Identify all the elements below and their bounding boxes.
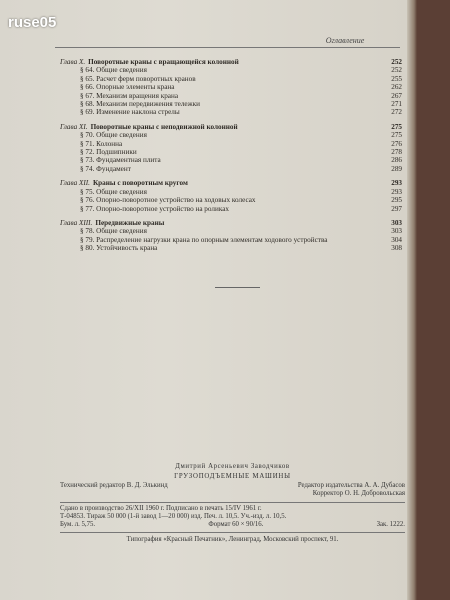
toc-page-number: 275 — [391, 131, 402, 140]
toc-section-title: § 65. Расчет ферм поворотных кранов — [80, 74, 196, 83]
toc-page-number: 275 — [391, 122, 402, 131]
toc-section-title: § 78. Общие сведения — [80, 227, 147, 236]
print-details — [60, 502, 405, 533]
toc-section-row — [60, 140, 402, 148]
corrector-row — [60, 490, 405, 498]
toc-chapter-name: Передвижные краны — [95, 218, 165, 227]
print-line-3 — [60, 521, 405, 529]
header-rule — [55, 47, 400, 48]
order-number: Зак. 1222. — [376, 521, 405, 529]
toc-page-number: 308 — [391, 244, 402, 253]
header-title: Оглавление — [325, 36, 365, 45]
toc-page-number: 252 — [391, 58, 402, 66]
toc-page-number: 293 — [391, 187, 402, 196]
toc-section-row — [60, 227, 402, 235]
toc-section-row — [60, 244, 402, 252]
toc-section-title: § 66. Опорные элементы крана — [80, 83, 175, 92]
toc-chapter-row — [60, 58, 402, 66]
print-line-2: Т-04853. Тираж 50 000 (1-й завод 1—20 000) изд. Печ. л. 10,5. Уч.-изд. л. 10,5. — [60, 513, 287, 521]
toc-section-row — [60, 196, 402, 204]
toc-section-title: § 75. Общие сведения — [80, 187, 147, 196]
toc-chapter-label: Глава XIII. — [60, 218, 93, 227]
toc-chapter-title — [60, 179, 384, 187]
toc-page-number: 262 — [391, 83, 402, 92]
toc-page-number: 286 — [391, 156, 402, 165]
tech-editor: Технический редактор В. Д. Элькинд — [60, 481, 168, 489]
author-name: Дмитрий Арсеньевич Заводчиков — [175, 463, 290, 470]
publishing-editor: Редактор издательства А. А. Дубасов — [297, 481, 405, 489]
toc-section-title: § 72. Подшипники — [80, 148, 137, 157]
toc-page-number: 297 — [391, 204, 402, 213]
toc-page-number: 276 — [391, 139, 402, 148]
toc-section-title: § 64. Общие сведения — [80, 66, 147, 75]
toc-chapter-title — [60, 219, 384, 227]
toc-chapter-name: Поворотные краны с неподвижной колонной — [90, 122, 238, 131]
toc-section-row — [60, 83, 402, 91]
toc-section-row — [60, 92, 402, 100]
toc-section-title: § 68. Механизм передвижения тележки — [80, 100, 200, 109]
toc-chapter-title — [60, 123, 384, 131]
toc-chapter-name: Поворотные краны с вращающейся колонной — [88, 58, 239, 66]
toc-section-row — [60, 108, 402, 116]
end-rule — [215, 287, 260, 288]
toc-section-title: § 80. Устойчивость крана — [80, 244, 158, 253]
book-title: ГРУЗОПОДЪЕМНЫЕ МАШИНЫ — [174, 473, 291, 481]
toc-section-row — [60, 156, 402, 164]
toc-section-title: § 70. Общие сведения — [80, 131, 147, 140]
toc-section-title: § 79. Распределение нагрузки крана по опорным элементам ходового устройства — [80, 235, 328, 244]
toc-section-title: § 77. Опорно-поворотное устройство на роликах — [80, 204, 229, 213]
toc-section-row — [60, 205, 402, 213]
editors-row — [60, 482, 405, 490]
toc-chapter-row — [60, 123, 402, 131]
toc-section-title: § 73. Фундаментная плита — [80, 156, 161, 165]
toc-section-row — [60, 165, 402, 173]
toc-page-number: 278 — [391, 148, 402, 157]
toc-page-number: 272 — [391, 108, 402, 117]
toc-section-row — [60, 236, 402, 244]
running-header — [0, 36, 410, 45]
printer-info: Типография «Красный Печатник», Ленинград, Московский проспект, 91. — [126, 535, 339, 543]
toc-chapter-title — [60, 58, 384, 66]
format: Формат 60 × 90/16. — [208, 521, 264, 529]
toc-page-number: 304 — [391, 235, 402, 244]
toc-section-title: § 69. Изменение наклона стрелы — [80, 108, 180, 117]
toc-page-number: 271 — [391, 100, 402, 109]
toc-section-row — [60, 148, 402, 156]
toc-page-number: 252 — [391, 66, 402, 75]
toc-page-number: 255 — [391, 74, 402, 83]
toc-section-row — [60, 66, 402, 74]
toc-section-title: § 76. Опорно-поворотное устройство на ходовых колесах — [80, 196, 256, 205]
toc-chapter-name: Краны с поворотным кругом — [92, 179, 188, 188]
watermark-logo: ruse05 — [8, 14, 57, 31]
toc-section-title: § 67. Механизм вращения крана — [80, 91, 179, 100]
toc-section-row — [60, 188, 402, 196]
toc-chapter-label: Глава XI. — [60, 122, 88, 131]
toc-page-number: 303 — [391, 227, 402, 236]
imprint-block — [60, 463, 405, 544]
toc-page-number: 293 — [391, 179, 402, 188]
print-line-1: Сдано в производство 26/XII 1960 г. Подписано в печать 15/IV 1961 г. — [60, 504, 262, 512]
toc-chapter-label: Глава XII. — [60, 179, 90, 188]
toc-section-row — [60, 100, 402, 108]
table-of-contents — [60, 52, 402, 253]
toc-section-title: § 74. Фундамент — [80, 164, 131, 173]
toc-page-number: 289 — [391, 164, 402, 173]
book-spine-edge — [407, 0, 417, 600]
toc-section-row — [60, 75, 402, 83]
paper-sheets: Бум. л. 5,75. — [60, 521, 96, 529]
toc-chapter-label: Глава X. — [60, 58, 86, 66]
toc-page-number: 303 — [391, 218, 402, 227]
toc-page-number: 267 — [391, 91, 402, 100]
toc-section-title: § 71. Колонна — [80, 139, 123, 148]
toc-chapter-row — [60, 219, 402, 227]
corrector: Корректор О. Н. Добровольская — [312, 490, 405, 498]
toc-section-row — [60, 131, 402, 139]
toc-page-number: 295 — [391, 196, 402, 205]
toc-chapter-row — [60, 179, 402, 187]
